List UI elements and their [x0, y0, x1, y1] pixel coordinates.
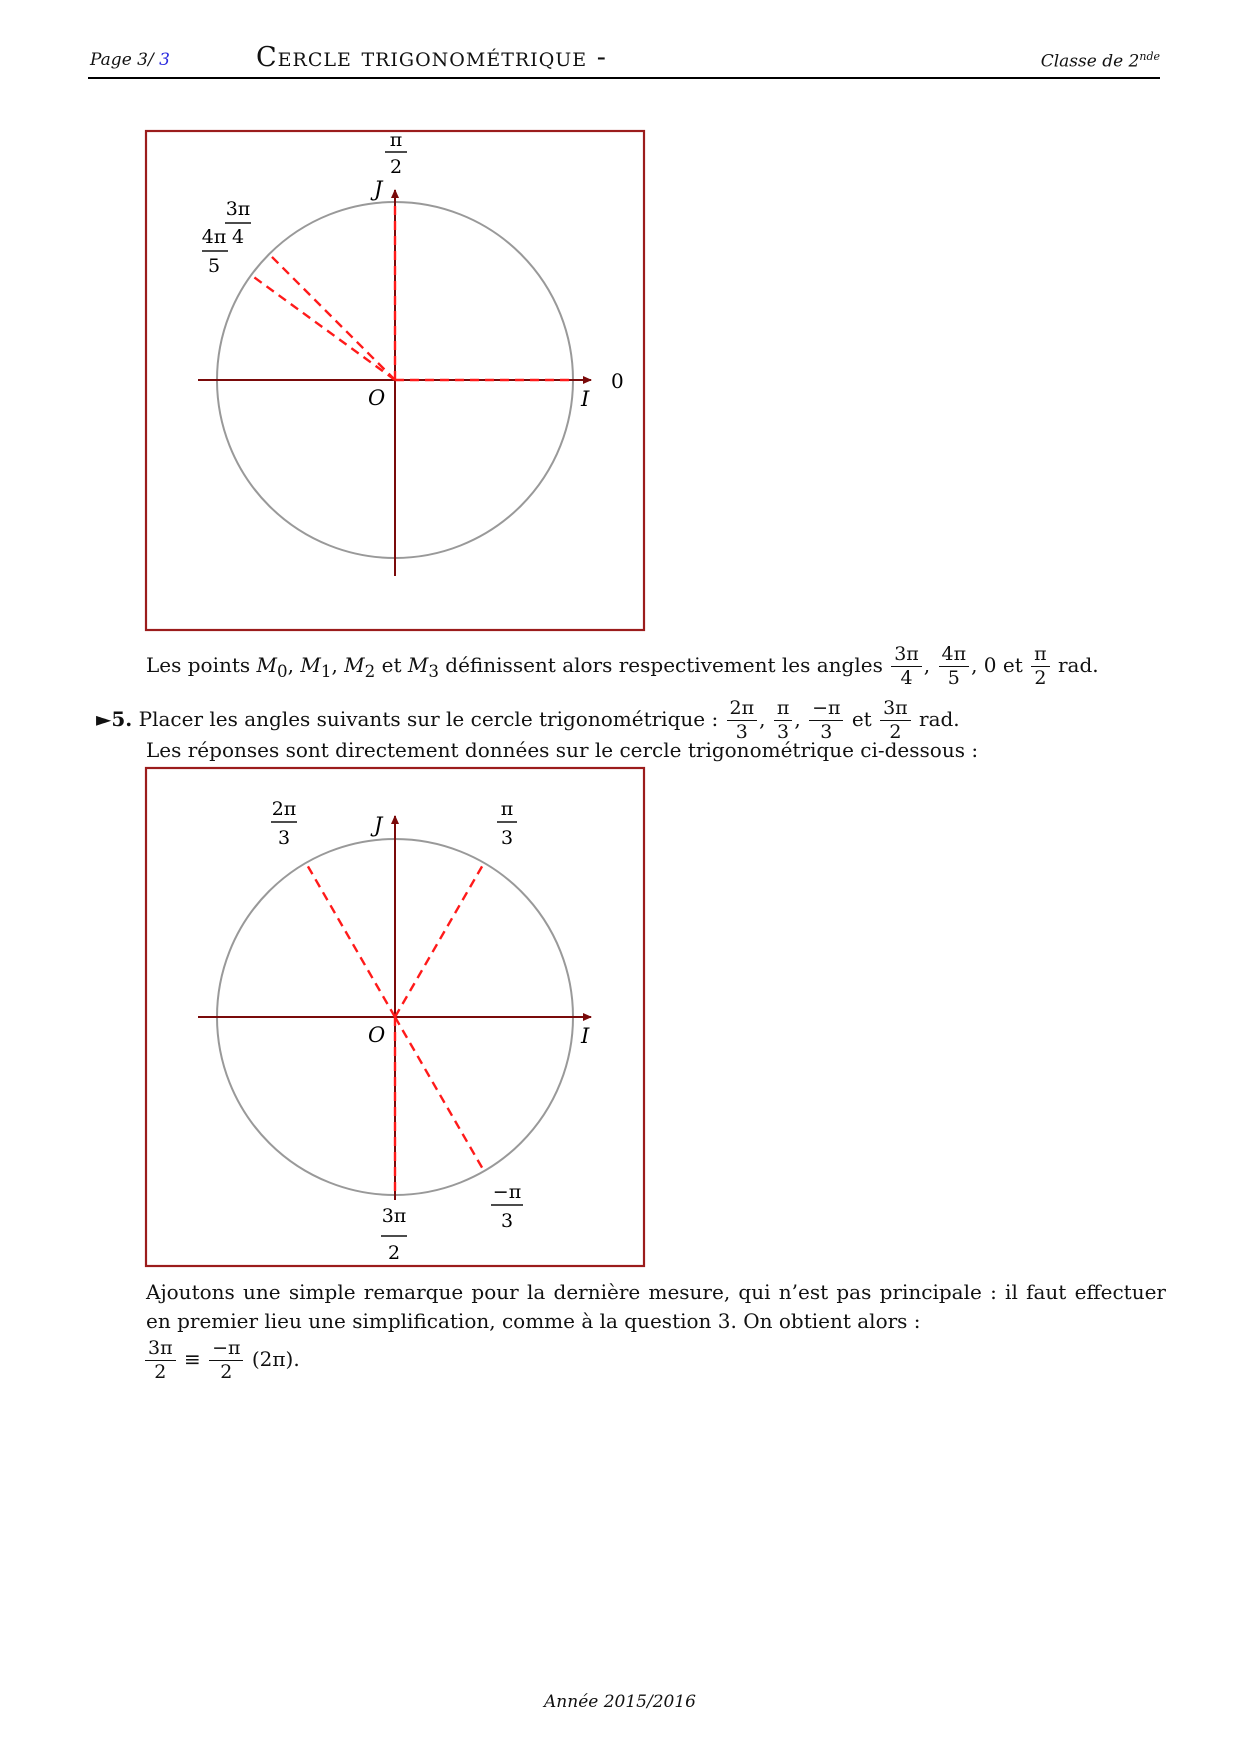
angle-pi-2-den: 2 — [389, 156, 403, 178]
equivalence-formula: $\frac{3\pi}{2}$ ≡ $\frac{-\pi}{2}$ (2π). — [143, 1338, 300, 1383]
label-O: O — [368, 1023, 386, 1047]
label-I: I — [581, 1024, 590, 1048]
class-sup: nde — [1139, 50, 1160, 63]
fraction: $\frac{-\pi}{3}$ — [809, 698, 843, 743]
label-J: J — [374, 813, 383, 837]
class-prefix: Classe de 2 — [1040, 51, 1140, 72]
equiv-symbol: ≡ — [183, 1347, 201, 1371]
radius-minus-pi-over-3 — [395, 1017, 484, 1171]
fraction: $\frac{3\pi}{4}$ — [891, 644, 922, 689]
fraction: $\frac{4\pi}{5}$ — [939, 644, 970, 689]
label-J: J — [374, 177, 383, 201]
page-title: Cercle trigonométrique - — [256, 42, 607, 73]
footer-year: Année 2015/2016 — [544, 1692, 696, 1712]
angle-4pi-5-den: 5 — [207, 255, 221, 277]
radius-2pi-over-3 — [306, 863, 395, 1017]
question-5: ►5. Placer les angles suivants sur le cercle trigonométrique : $\frac{2\pi}{3}$ , $\frac{\pi}{3}$ , $\frac{-\pi}{3}$ et $\frac{3\pi}{2}$ rad. — [96, 697, 960, 743]
angle-2pi-3-num: 2π — [271, 798, 297, 820]
angle-minus-pi-3-num: −π — [492, 1181, 522, 1203]
angle-3pi-4-den: 4 — [231, 226, 245, 248]
fraction: $\frac{3\pi}{2}$ — [880, 698, 911, 743]
remark-paragraph: Ajoutons une simple remarque pour la dernière mesure, qui n’est pas principale : il faut effectuer en premier lieu une simplification, comme à la question 3. On obtient alors : — [146, 1280, 1166, 1333]
answer-intro: Les réponses sont directement données sur le cercle trigonométrique ci-dessous : — [146, 738, 979, 762]
angle-2pi-3-den: 3 — [277, 827, 291, 849]
page-total-link[interactable]: 3 — [159, 50, 170, 70]
fraction: $\frac{2\pi}{3}$ — [727, 698, 758, 743]
fraction: $\frac{\pi}{2}$ — [1031, 644, 1050, 689]
angle-pi-3-den: 3 — [500, 827, 514, 849]
label-O: O — [368, 386, 386, 410]
angle-minus-pi-3-den: 3 — [500, 1210, 514, 1232]
fraction: $\frac{3\pi}{2}$ — [145, 1338, 176, 1383]
angle-pi-3-num: π — [500, 798, 514, 820]
page-label: Page 3/ — [90, 50, 154, 70]
angle-pi-2-num: π — [389, 129, 403, 151]
points-sentence: Les points $M_0$, $M_1$, $M_2$ et $M_3$ définissent alors respectivement les angles $\frac{3\pi}{4}$ , $\frac{4\pi}{5}$ , 0 et $\frac{\pi}{2}$ rad. — [146, 643, 1099, 689]
label-zero: 0 — [611, 369, 624, 393]
angle-3pi-2-num: 3π — [381, 1205, 407, 1227]
radius-pi-over-3 — [395, 863, 484, 1017]
fraction: $\frac{-\pi}{2}$ — [209, 1338, 243, 1383]
label-I: I — [581, 387, 590, 411]
angle-4pi-5-num: 4π — [201, 226, 227, 248]
angle-3pi-2-den: 2 — [387, 1242, 401, 1264]
fraction: $\frac{\pi}{3}$ — [774, 698, 793, 743]
question-number: ►5. — [96, 707, 133, 731]
angle-3pi-4-num: 3π — [225, 198, 251, 220]
